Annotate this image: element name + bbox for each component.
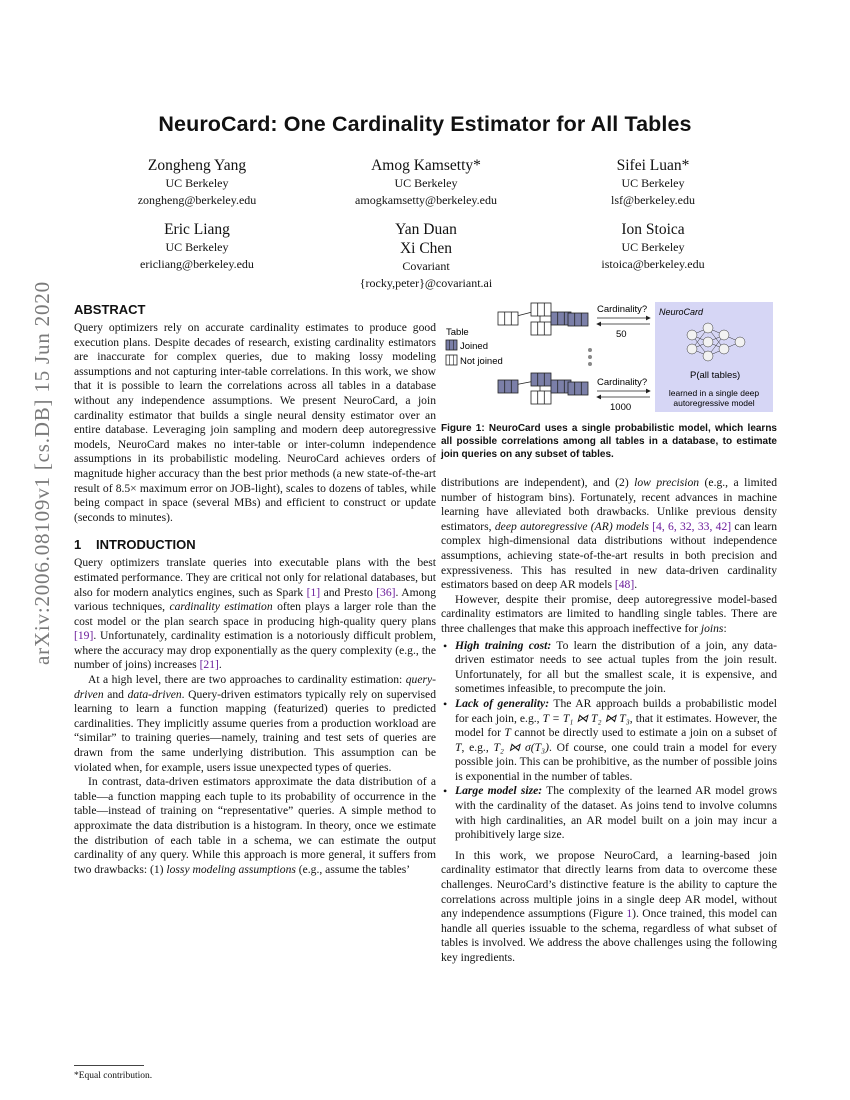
right-paragraph-1: distributions are independent), and (2) low precision (e.g., a limited number of histogram bins). Fortunately, recent advances in machine learning have alleviated both drawbacks. Unlike previous density estimators, deep autoregressive (AR) models [4, 6, 32, 33, 42] can learn complex high-dimensional data distributions without independence assumptions, achieving state-of-the-art results in both precision and expressiveness. This has resulted in new data-driven cardinality estimators based on deep AR models [48]. <box>441 476 777 592</box>
intro-heading <box>74 537 436 552</box>
figure-1-diagram <box>440 300 776 415</box>
cardinality-question-top: Cardinality? <box>597 304 648 315</box>
intro-paragraph-2: At a high level, there are two approaches to cardinality estimation: query-driven and data-driven. Query-driven estimators typically rely on supervised learning to learn a function mapping (featurized) queries to predicted cardinalities. They implicitly assume queries from a production workload are “similar” to training queries—namely, training and test sets of queries are drawn from the same underlying distribution. This assumption can be violated when, for example, users issue unexpected types of queries. <box>74 673 436 774</box>
author-email: istoica@berkeley.edu <box>601 256 705 271</box>
arxiv-identifier: arXiv:2006.08109v1 [cs.DB] 15 Jun 2020 <box>30 281 54 665</box>
neurocard-box-title: NeuroCard <box>659 307 704 317</box>
author-email: zongheng@berkeley.edu <box>137 192 257 207</box>
cardinality-value-top: 50 <box>616 329 627 340</box>
author-email: ericliang@berkeley.edu <box>140 256 254 271</box>
abstract-text: Query optimizers rely on accurate cardinality estimates to produce good execution plans. Despite decades of research, existing cardinality estimators are inaccurate for complex queries, due to making lossy modeling assumptions and not capturing inter-table correlations. In this work, we show that it is possible to learn the correlations across all tables in a database without any independence assumptions. We present NeuroCard, a join cardinality estimator that builds a single neural density estimator over an entire database. Leveraging join sampling and modern deep autoregressive models, NeuroCard makes no inter-table or inter-column independence assumptions in its probabilistic modeling. NeuroCard achieves orders of magnitude higher accuracy than the best prior methods (a new state-of-the-art result of 8.5× maximum error on JOB-light), scales to dozens of tables, while being compact in space (several MBs) and efficient to construct or update (seconds to minutes). <box>74 321 436 524</box>
author-name: Yan Duan <box>395 221 457 238</box>
footnote: *Equal contribution. <box>74 1071 153 1081</box>
author-affiliation: UC Berkeley <box>165 240 229 254</box>
author-name: Ion Stoica <box>621 221 685 238</box>
author-name-2: Xi Chen <box>399 240 453 257</box>
section-title: INTRODUCTION <box>96 537 196 553</box>
cardinality-value-bottom: 1000 <box>610 402 632 413</box>
author-email: {rocky,peter}@covariant.ai <box>359 275 493 290</box>
right-column <box>441 476 777 966</box>
join-graph-top <box>498 303 588 335</box>
author-affiliation: UC Berkeley <box>621 240 685 254</box>
author-block <box>538 156 768 208</box>
author-affiliation: Covariant <box>402 259 450 273</box>
author-affiliation: UC Berkeley <box>165 176 229 190</box>
author-affiliation: UC Berkeley <box>621 176 685 190</box>
neurocard-box-desc-1: learned in a single deep <box>668 388 760 398</box>
author-email: lsf@berkeley.edu <box>611 192 695 207</box>
left-column <box>74 302 436 877</box>
right-paragraph-2: However, despite their promise, deep autoregressive model-based cardinality estimators are limited to handling single tables. There are three challenges that make this approach ineffective for joins: <box>441 592 777 635</box>
legend-not-joined-icon <box>446 355 457 365</box>
author-affiliation: UC Berkeley <box>394 176 458 190</box>
right-paragraph-3: In this work, we propose NeuroCard, a learning-based join cardinality estimator that directly learns from data to overcome these challenges. NeuroCard’s distinctive feature is the ability to capture the correlations across multiple joins in a single deep AR model, without any independence assumptions (Figure 1). Once trained, this model can handle all queries issuable to the schema, regardless of what subset of tables is involved. We address the above challenges using the following key ingredients. <box>441 848 777 964</box>
abstract-heading: ABSTRACT <box>74 302 146 317</box>
figure-1-caption: Figure 1: NeuroCard uses a single probabilistic model, which learns all possible correlations among all tables in a database, to estimate join queries on any subset of tables. <box>441 423 777 460</box>
cardinality-question-bottom: Cardinality? <box>597 377 648 388</box>
challenge-list <box>441 639 777 843</box>
author-block <box>82 220 312 272</box>
author-name: Zongheng Yang <box>147 157 247 174</box>
page-title: NeuroCard: One Cardinality Estimator for All Tables <box>158 112 692 136</box>
author-block <box>311 220 541 291</box>
legend-joined-icon <box>446 340 457 350</box>
legend-not-joined-label: Not joined <box>460 356 503 367</box>
list-item: • High training cost: To learn the distribution of a join, any data-driven estimator needs to see actual tuples from the join result. Unfortunately, for all but the smallest scale, it is expensive, and sometimes infeasible, to precompute the join. <box>455 639 777 697</box>
author-name: Eric Liang <box>164 221 230 238</box>
ellipsis-dots <box>588 348 592 366</box>
author-name: Amog Kamsetty* <box>371 157 481 174</box>
join-graph-bottom <box>498 373 588 404</box>
section-number: 1 <box>74 537 82 553</box>
intro-paragraph-1: Query optimizers translate queries into executable plans with the best estimated performance. They are critical not only for relational databases, but also for modern analytics engines, such as Spark [1] and Presto [36]. Among various techniques, cardinality estimation often plays a larger role than the cost model or the plan search space in producing high-quality query plans [19]. Unfortunately, cardinality estimation is a notoriously difficult problem, where the accuracy may drop exponentially as the query complexity (e.g., the number of joins) increases [21]. <box>74 556 437 672</box>
legend-title: Table <box>446 327 469 338</box>
author-block <box>82 156 312 208</box>
author-block <box>311 156 541 208</box>
list-item: • Lack of generality: The AR approach builds a probabilistic model for each join, e.g., T = T₁ ⋈ T₂ ⋈ T₃, that it estimates. However, the model for T cannot be directly used to estimate a join on a subset of T, e.g., T₂ ⋈ σ(T₃). Of course, one could train a model for every possible join. This can be prohibitive, as the number of possible joins is exponential in the number of tables. <box>455 697 777 785</box>
author-block <box>538 220 768 272</box>
neurocard-box-probability: P(all tables) <box>690 370 741 381</box>
intro-paragraph-3: In contrast, data-driven estimators approximate the data distribution of a table—a function mapping each tuple to its probability of occurrence in the table—instead of training on “representative” queries. A simple method to approximate the data distribution is a histogram. In theory, once we estimate the distribution of each table in a schema, we can estimate the output cardinality of any query. While this approach is more general, it suffers from two drawbacks: (1) lossy modeling assumptions (e.g., assume the tables’ <box>74 775 436 876</box>
list-item: • Large model size: The complexity of the learned AR model grows with the cardinality of the dataset. As joins tend to involve columns with high cardinalities, an AR model built on a join may incur a prohibitively large size. <box>455 784 777 842</box>
author-name: Sifei Luan* <box>616 157 690 174</box>
neurocard-box-desc-2: autoregressive model <box>673 398 755 408</box>
author-email: amogkamsetty@berkeley.edu <box>355 192 497 207</box>
footnote-rule <box>74 1065 144 1066</box>
legend-joined-label: Joined <box>460 341 488 352</box>
